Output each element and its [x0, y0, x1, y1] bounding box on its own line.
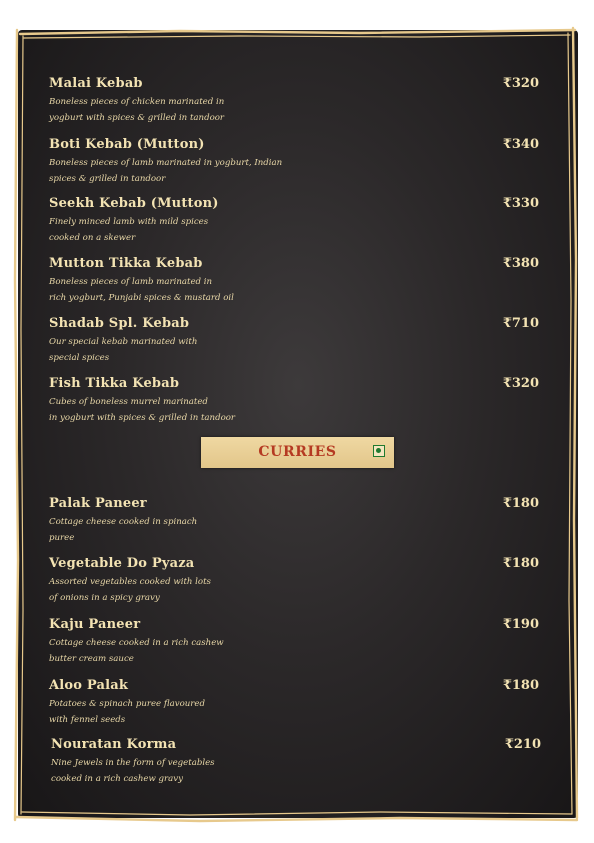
- item-description-line: Cottage cheese cooked in spinach: [49, 517, 198, 527]
- item-description-line: Potatoes & spinach puree flavoured: [49, 699, 205, 709]
- item-price: ₹210: [504, 737, 541, 752]
- item-price: ₹330: [502, 196, 539, 211]
- item-description-line: cooked in a rich cashew gravy: [51, 773, 183, 784]
- item-name: Palak Paneer: [49, 496, 147, 511]
- item-description-line: rich yogburt, Punjabi spices & mustard oil: [49, 292, 234, 303]
- item-description-line: of onions in a spicy gravy: [49, 592, 160, 603]
- item-description: [49, 515, 197, 546]
- item-name: Malai Kebab: [49, 76, 143, 91]
- curries-section-header: [201, 437, 394, 468]
- item-description-line: Assorted vegetables cooked with lots: [49, 577, 211, 587]
- item-description-line: Finely minced lamb with mild spices: [49, 217, 209, 227]
- item-description-line: Boneless pieces of chicken marinated in: [49, 97, 225, 107]
- item-description: [51, 756, 215, 787]
- item-description: [49, 335, 197, 366]
- item-description: [49, 215, 208, 246]
- section-title: CURRIES: [258, 444, 337, 460]
- veg-mark-icon: [373, 445, 385, 457]
- item-name: Kaju Paneer: [49, 617, 141, 632]
- item-description-line: Boneless pieces of lamb marinated in: [49, 277, 213, 287]
- item-name: Aloo Palak: [49, 678, 129, 693]
- item-price: ₹180: [502, 496, 539, 511]
- item-price: ₹320: [502, 376, 539, 391]
- item-description-line: spices & grilled in tandoor: [49, 173, 166, 184]
- item-name: Fish Tikka Kebab: [49, 376, 180, 391]
- item-price: ₹340: [502, 137, 539, 152]
- item-description-line: in yogburt with spices & grilled in tandoor: [49, 412, 236, 423]
- item-name: Nouratan Korma: [51, 737, 177, 752]
- item-price: ₹380: [502, 256, 539, 271]
- item-description-line: Nine Jewels in the form of vegetables: [51, 758, 215, 768]
- item-description-line: with fennel seeds: [49, 714, 126, 725]
- item-price: ₹710: [502, 316, 539, 331]
- item-description-line: butter cream sauce: [49, 653, 134, 664]
- item-description: [49, 636, 224, 667]
- item-description-line: Cubes of boneless murrel marinated: [49, 397, 208, 407]
- item-price: ₹180: [502, 678, 539, 693]
- item-description: [49, 156, 282, 187]
- item-description-line: Cottage cheese cooked in a rich cashew: [49, 638, 224, 648]
- item-description: [49, 575, 211, 606]
- item-description: [49, 275, 234, 306]
- item-description-line: yogburt with spices & grilled in tandoor: [49, 112, 225, 123]
- item-description-line: cooked on a skewer: [49, 232, 136, 243]
- item-description-line: special spices: [49, 352, 110, 363]
- item-description: [49, 697, 205, 728]
- item-description-line: Boneless pieces of lamb marinated in yogburt, Indian: [49, 158, 283, 168]
- item-description: [49, 395, 235, 426]
- item-name: Shadab Spl. Kebab: [49, 316, 190, 331]
- item-description: [49, 95, 224, 126]
- item-description-line: Our special kebab marinated with: [49, 337, 198, 347]
- item-name: Seekh Kebab (Mutton): [49, 196, 219, 211]
- item-name: Boti Kebab (Mutton): [49, 137, 205, 152]
- item-price: ₹320: [502, 76, 539, 91]
- item-price: ₹180: [502, 556, 539, 571]
- item-price: ₹190: [502, 617, 539, 632]
- item-name: Mutton Tikka Kebab: [49, 256, 203, 271]
- item-description-line: puree: [49, 532, 75, 543]
- item-name: Vegetable Do Pyaza: [49, 556, 195, 571]
